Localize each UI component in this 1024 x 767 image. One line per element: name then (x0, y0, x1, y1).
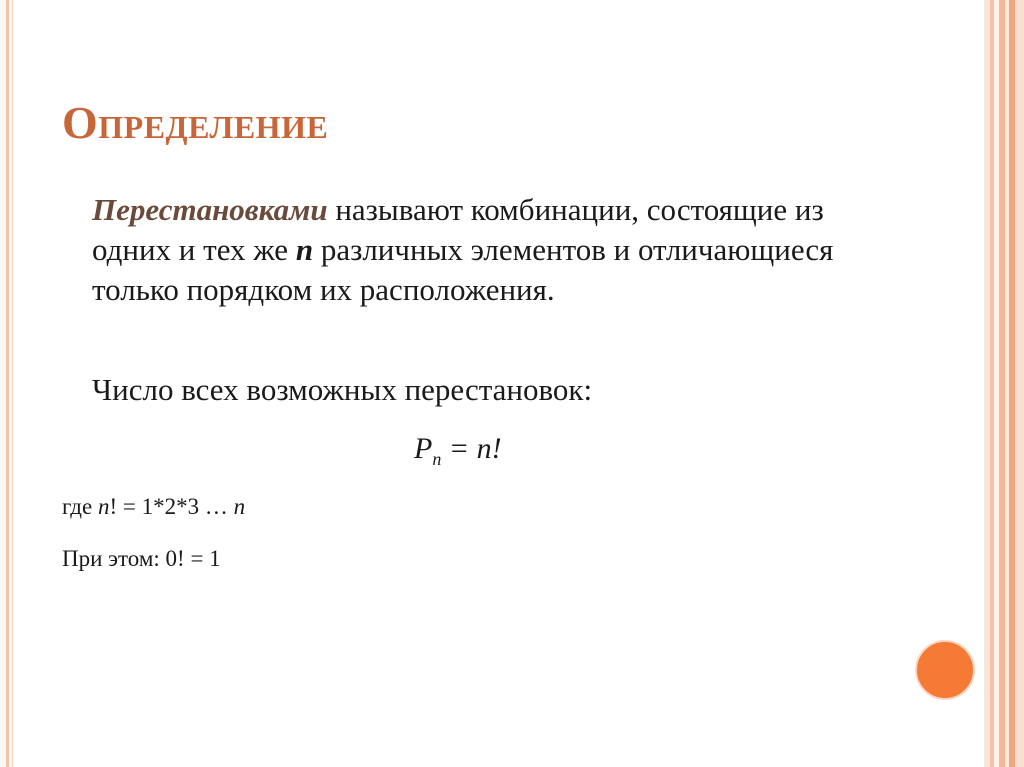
permutation-formula (414, 432, 502, 470)
formula-p: P (414, 432, 433, 465)
factorial-n-end: n (233, 494, 246, 519)
formula-subscript-n: n (432, 449, 442, 469)
factorial-prefix: где (62, 494, 98, 519)
factorial-definition (62, 494, 245, 520)
definition-text-part-1: называют комбинации, состоящие из одних и тех же (92, 192, 824, 267)
definition-term: Перестановками (92, 192, 328, 227)
formula-rest: = n! (441, 432, 502, 465)
factorial-n: n (97, 494, 110, 519)
frame-line-left-inner (12, 0, 13, 767)
definition-paragraph (92, 190, 852, 310)
slide-title: Определение (62, 97, 329, 148)
definition-text-part-2: различных элементов и отличающиеся только порядком их расположения. (92, 232, 834, 307)
orange-circle-icon (915, 640, 975, 700)
frame-line-left (6, 0, 9, 767)
decorative-stripes (984, 0, 1024, 767)
definition-variable-n: n (295, 232, 314, 267)
zero-factorial-note: При этом: 0! = 1 (62, 546, 221, 571)
permutations-count-text: Число всех возможных перестановок: (92, 372, 593, 407)
factorial-product: ! = 1*2*3 … (109, 494, 234, 519)
